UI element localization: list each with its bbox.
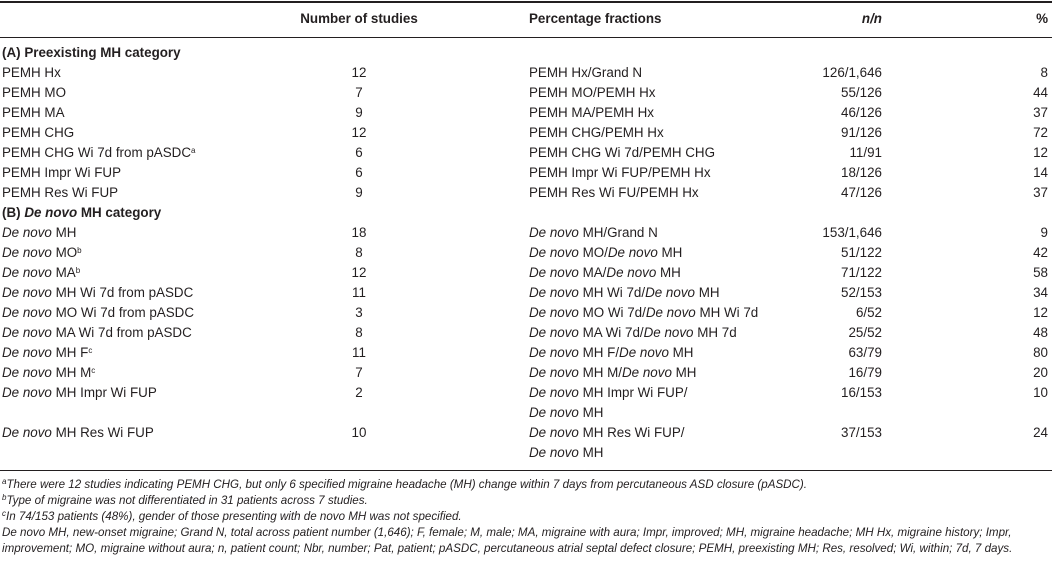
table-row [0,263,1052,283]
text-segment: MH/Grand N [578,225,658,240]
row-studies: 7 [355,85,363,100]
section-rest: Preexisting MH category [24,45,181,60]
text-segment: PEMH MA [2,105,65,120]
text-segment: PEMH MA/PEMH Hx [529,105,654,120]
table-row [0,143,1052,163]
text-segment: MA Wi 7d from pASDC [51,325,192,340]
row-percent: 9 [1040,225,1048,240]
text-segment: MH [656,265,681,280]
text-segment: MH F/ [578,345,620,360]
text-segment: De novo [2,265,52,280]
row-fraction [529,383,687,403]
row-fraction [529,263,681,283]
text-segment: PEMH Impr Wi FUP [2,165,122,180]
text-segment: De novo [529,225,579,240]
text-segment: MH [578,405,604,420]
row-percent: 37 [1033,185,1048,200]
section-title-text [2,43,181,63]
text-segment: De novo [529,385,579,400]
footnote-marker: b [2,493,7,502]
text-segment: De novo [529,305,579,320]
row-studies: 18 [351,225,367,240]
row-fraction [529,83,655,103]
header-fractions: Percentage fractions [529,11,662,26]
table-row [0,103,1052,123]
row-fraction [529,123,664,143]
row-percent: 44 [1033,85,1048,100]
text-segment: MH [51,225,77,240]
text-segment: PEMH Hx [2,65,61,80]
section-prefix: (A) [2,45,25,60]
footnote [2,477,1048,493]
text-segment: PEMH Hx/Grand N [529,65,643,80]
footnote [2,493,1048,509]
row-percent: 24 [1033,425,1048,440]
section-prefix: (B) [2,205,25,220]
text-segment: PEMH Res Wi FU/PEMH Hx [529,185,699,200]
table-row [0,123,1052,143]
text-segment: MO Wi 7d from pASDC [51,305,194,320]
footnote-marker: b [77,246,82,255]
row-studies: 9 [355,185,363,200]
row-label [2,343,92,363]
text-segment: De novo [2,305,52,320]
table-row [0,283,1052,303]
table-row [0,363,1052,383]
row-percent: 58 [1033,265,1048,280]
row-fraction [529,343,693,363]
row-fraction-continued [529,403,603,423]
text-segment: De novo [606,265,657,280]
table-header [0,9,1052,29]
text-segment: MH [578,445,604,460]
footnote-text: In 74/153 patients (48%), gender of those presenting with de novo MH was not specified. [6,510,462,523]
text-segment: MH [668,345,694,360]
text-segment: PEMH CHG Wi 7d from pASDC [2,145,191,160]
section-title-text [2,203,161,223]
text-segment: MH Wi 7d from pASDC [51,285,194,300]
row-percent: 20 [1033,365,1048,380]
footnote-marker: c [88,346,93,355]
row-percent: 72 [1033,125,1048,140]
text-segment: MA [51,265,76,280]
row-nn: 51/122 [841,245,882,260]
row-percent: 80 [1033,345,1048,360]
text-segment: MH [694,285,720,300]
text-segment: PEMH CHG/PEMH Hx [529,125,664,140]
footnote-text: There were 12 studies indicating PEMH CHG, but only 6 specified migraine headache (MH) change within 7 days from percutaneous ASD closure (pASDC). [6,478,808,491]
row-studies: 10 [351,425,367,440]
row-label [2,263,80,283]
text-segment: De novo [607,245,658,260]
text-segment: De novo [622,365,672,380]
footnote-marker: a [2,477,7,486]
row-nn: 18/126 [841,165,882,180]
header-nn: n/n [861,11,882,26]
text-segment: De novo [529,365,579,380]
row-label [2,283,193,303]
footnote-marker: b [75,266,81,275]
text-segment: De novo [529,265,579,280]
text-segment: De novo [645,305,696,320]
row-nn: 25/52 [848,325,882,340]
row-percent: 37 [1033,105,1048,120]
row-studies: 8 [355,325,363,340]
table-row [0,423,1052,443]
section-title [0,203,1052,223]
table-row [0,63,1052,83]
table-row [0,303,1052,323]
table-row-continuation [0,443,1052,463]
text-segment: MH 7d [693,325,737,340]
row-label [2,163,121,183]
header-studies: Number of studies [300,11,418,26]
row-nn: 16/153 [841,385,882,400]
text-segment: MA/ [578,265,607,280]
text-segment: De novo [2,325,52,340]
row-fraction [529,363,696,383]
text-segment: MO [51,245,78,260]
row-nn: 37/153 [841,425,882,440]
row-percent: 10 [1033,385,1048,400]
text-segment: De novo [2,285,52,300]
row-fraction [529,303,758,323]
text-segment: MH Res Wi FUP [51,425,154,440]
text-segment: MH M/ [578,365,623,380]
text-segment: MH Res Wi FUP/ [578,425,685,440]
row-nn: 91/126 [841,125,882,140]
text-segment: De novo [2,385,52,400]
top-rule [0,1,1052,3]
row-percent: 12 [1033,145,1048,160]
table-row [0,183,1052,203]
text-segment: MH F [51,345,89,360]
text-segment: PEMH CHG Wi 7d/PEMH CHG [529,145,715,160]
row-label [2,103,65,123]
footnote-marker: a [191,146,196,155]
text-segment: PEMH MO/PEMH Hx [529,85,656,100]
row-nn: 6/52 [855,305,882,320]
row-studies: 11 [352,345,366,360]
row-label [2,63,61,83]
row-fraction-continued [529,443,603,463]
row-label [2,383,157,403]
row-fraction [529,103,654,123]
header-percent: % [1036,11,1048,26]
text-segment: PEMH CHG [2,125,75,140]
text-segment: De novo [529,245,579,260]
row-label [2,323,192,343]
row-fraction [529,183,699,203]
row-percent: 8 [1040,65,1048,80]
row-studies: 11 [352,285,366,300]
row-studies: 9 [355,105,363,120]
row-percent: 42 [1033,245,1048,260]
footnote [2,525,1048,557]
text-segment: De novo [529,345,579,360]
text-segment: De novo [529,445,579,460]
row-studies: 6 [355,165,363,180]
row-label [2,83,66,103]
row-studies: 6 [355,145,363,160]
row-label [2,423,154,443]
row-nn: 46/126 [841,105,882,120]
text-segment: MH Wi 7d/ [578,285,646,300]
section-rest: MH category [77,205,162,220]
table-row [0,243,1052,263]
text-segment: De novo [619,345,669,360]
row-studies: 7 [355,365,363,380]
row-studies: 2 [355,385,363,400]
table-row [0,163,1052,183]
text-segment: De novo [529,405,579,420]
table-row [0,223,1052,243]
text-segment: MH [657,245,683,260]
row-nn: 52/153 [841,285,882,300]
footnote-marker: c [91,366,96,375]
row-nn: 63/79 [848,345,882,360]
row-label [2,363,95,383]
row-label [2,183,118,203]
row-fraction [529,423,685,443]
text-segment: De novo [2,225,52,240]
text-segment: De novo [2,345,52,360]
text-segment: MA Wi 7d/ [578,325,644,340]
row-fraction [529,163,711,183]
table-row-continuation [0,403,1052,423]
row-nn: 126/1,646 [822,65,882,80]
row-percent: 12 [1033,305,1048,320]
text-segment: De novo [529,325,579,340]
text-segment: De novo [2,245,52,260]
text-segment: MH Wi 7d [695,305,759,320]
table-row [0,343,1052,363]
text-segment: PEMH MO [2,85,66,100]
text-segment: PEMH Impr Wi FUP/PEMH Hx [529,165,711,180]
section-italic: De novo [24,205,78,220]
section-title [0,43,1052,63]
table-row [0,383,1052,403]
row-studies: 12 [351,125,367,140]
row-studies: 3 [355,305,363,320]
row-fraction [529,63,642,83]
table-row [0,323,1052,343]
row-fraction [529,223,658,243]
row-fraction [529,323,737,343]
row-fraction [529,243,682,263]
text-segment: De novo [643,325,694,340]
footnote [2,509,1048,525]
text-segment: MO/ [578,245,608,260]
row-label [2,243,82,263]
header-rule [0,37,1052,38]
row-nn: 16/79 [848,365,882,380]
text-segment: MH [671,365,697,380]
text-segment: De novo [529,285,579,300]
row-label [2,303,194,323]
text-segment: De novo [645,285,695,300]
row-label [2,123,74,143]
row-label [2,143,195,163]
row-percent: 14 [1033,165,1048,180]
text-segment: De novo [529,425,579,440]
row-nn: 71/122 [841,265,882,280]
text-segment: MH Impr Wi FUP [51,385,157,400]
text-segment: MO Wi 7d/ [578,305,646,320]
row-nn: 55/126 [841,85,882,100]
row-studies: 12 [351,265,367,280]
row-studies: 12 [351,65,367,80]
row-studies: 8 [355,245,363,260]
row-percent: 48 [1033,325,1048,340]
row-nn: 153/1,646 [822,225,882,240]
footnote-marker: c [2,509,6,518]
text-segment: De novo [2,425,52,440]
table-row [0,83,1052,103]
row-label [2,223,76,243]
text-segment: MH M [51,365,92,380]
text-segment: De novo [2,365,52,380]
text-segment: MH Impr Wi FUP/ [578,385,688,400]
row-nn: 47/126 [841,185,882,200]
text-segment: PEMH Res Wi FUP [2,185,119,200]
bottom-rule [0,470,1052,471]
footnote-text: De novo MH, new-onset migraine; Grand N, total across patient number (1,646); F, female; M, male; MA, migraine with aura; Impr, improved; MH, migraine headache; MH Hx, migraine history; Impr, improvement; MO, migraine without aura; n, patient count; Nbr, number; Pat, patient; pASDC, percutaneous atrial septal defect closure; PEMH, preexisting MH; Res, resolved; Wi, within; 7d, 7 days. [2,526,1013,556]
row-percent: 34 [1033,285,1048,300]
row-fraction [529,283,720,303]
row-nn: 11/91 [849,145,882,160]
row-fraction [529,143,715,163]
footnote-text: Type of migraine was not differentiated in 31 patients across 7 studies. [6,494,368,507]
